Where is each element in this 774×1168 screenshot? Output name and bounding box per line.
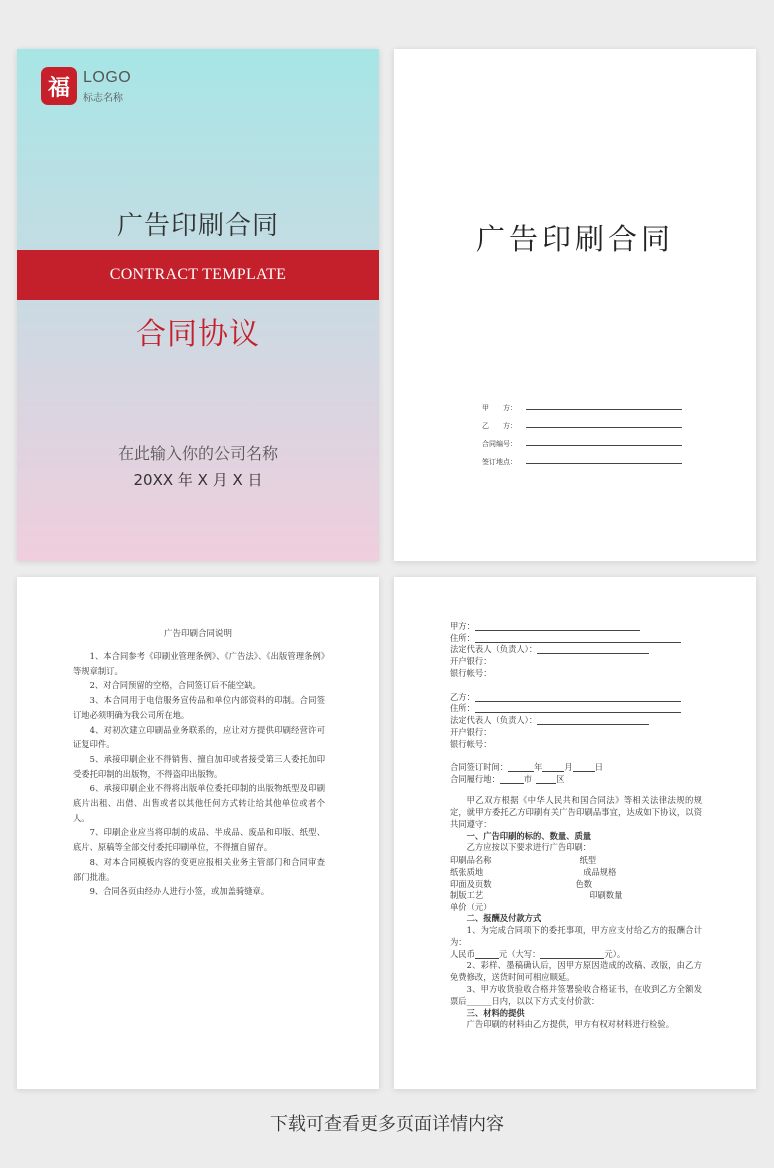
party-b-name — [450, 691, 702, 703]
spec-label: 色数 — [575, 878, 593, 889]
explanation-title: 广告印刷合同说明 — [163, 629, 232, 639]
cover-band — [17, 250, 379, 300]
party-a-address — [450, 632, 702, 644]
field-party-a — [482, 395, 682, 413]
contract-page — [394, 577, 756, 1089]
spec-row — [450, 854, 702, 866]
explanation-item: 6、承接印刷企业不得将出版单位委托印制的出版物纸型及印刷底片出租、出借、出售或者以其他任何方式转让给其他单位或者个人。 — [73, 783, 325, 823]
party-a-account — [450, 667, 702, 679]
spec-label: 制版工艺 — [450, 890, 484, 901]
field-label: 月 — [564, 762, 573, 773]
field-label: 元）。 — [604, 949, 626, 960]
explanation-item: 3、本合同用于电信服务宣传品和单位内部资料的印制。合同签订地必须明确为我公司所在地。 — [73, 695, 325, 720]
fill-line — [573, 770, 595, 772]
fill-line — [475, 629, 640, 631]
contract-intro: 甲乙双方根据《中华人民共和国合同法》等相关法律法规的规定，就甲方委托乙方印刷有关广告印刷品事宜，达成如下协议，以资共同遵守： — [450, 795, 702, 829]
fill-line — [536, 782, 556, 784]
field-label: 乙 方： — [482, 422, 517, 430]
field-label: 开户银行： — [450, 656, 492, 667]
explanation-item: 4、对初次建立印刷品业务联系的，应让对方提供印刷经营许可证复印件。 — [73, 724, 325, 750]
spec-label: 印刷数量 — [589, 890, 623, 901]
field-label: 住所： — [450, 632, 475, 643]
party-b-bank — [450, 726, 702, 738]
field-label: 签订地点： — [482, 458, 517, 466]
spec-label: 纸张质地 — [450, 866, 484, 877]
fill-line — [475, 711, 681, 713]
title-page-heading: 广告印刷合同 — [475, 222, 674, 256]
section-2-rmb — [450, 949, 702, 961]
field-line — [526, 427, 682, 428]
field-contract-no — [482, 431, 682, 449]
field-party-b — [482, 413, 682, 431]
fill-line — [542, 770, 564, 772]
section-1-title: 一、广告印刷的标的、数量、质量 — [466, 830, 592, 841]
explanation-item: 5、承接印刷企业不得销售、擅自加印或者接受第三人委托加印受委托印制的出版物，不得盗印出版物。 — [73, 753, 325, 779]
fill-line — [537, 652, 649, 654]
cover-band-text: CONTRACT TEMPLATE — [109, 266, 287, 283]
sign-place — [450, 773, 702, 785]
explanation-page — [17, 577, 379, 1089]
section-3-title: 三、材料的提供 — [466, 1007, 525, 1018]
party-a-name — [450, 620, 702, 632]
field-label: 元（大写： — [498, 949, 541, 960]
section-2-p1: 1、为完成合同项下的委托事项，甲方应支付给乙方的报酬合计为： — [450, 924, 702, 947]
field-line — [526, 463, 682, 464]
cover-company: 在此输入你的公司名称 — [117, 444, 278, 463]
field-label: 日 — [594, 762, 604, 773]
spec-row — [450, 901, 702, 913]
fill-line — [508, 770, 534, 772]
spec-row — [450, 866, 702, 878]
fill-line — [500, 782, 524, 784]
field-label: 市 — [523, 774, 533, 785]
field-label: 合同履行地： — [450, 774, 500, 785]
spec-label: 纸型 — [579, 854, 597, 865]
explanation-item: 8、对本合同模板内容的变更应报相关业务主管部门和合同审查部门批准。 — [73, 856, 325, 882]
spec-row — [450, 878, 702, 890]
party-b-rep — [450, 714, 702, 726]
fill-line — [537, 723, 649, 725]
field-line — [526, 409, 682, 410]
spec-label: 印刷品名称 — [450, 854, 492, 865]
explanation-item: 2、对合同预留的空格，合同签订后不能空缺。 — [89, 680, 261, 691]
field-label: 开户银行： — [450, 726, 492, 737]
cover-title: 广告印刷合同 — [116, 211, 279, 241]
section-2-p2: 2、彩样、墨稿确认后，因甲方原因造成的改稿、改版，由乙方免费修改，送货时间可相应顺延。 — [450, 960, 702, 983]
party-a-rep — [450, 644, 702, 656]
cover-date: 20XX 年 X 月 X 日 — [133, 471, 263, 489]
field-sign-place — [482, 449, 682, 467]
spec-label: 印面及页数 — [450, 878, 492, 889]
party-b-address — [450, 703, 702, 715]
field-line — [526, 445, 682, 446]
fill-line — [540, 957, 604, 959]
fill-line — [475, 700, 681, 702]
footer-note: 下载可查看更多页面详情内容 — [270, 1114, 504, 1135]
field-label: 甲 方： — [482, 404, 517, 412]
cover-page — [17, 49, 379, 561]
title-page — [394, 49, 756, 561]
sign-time — [450, 762, 702, 774]
spec-label: 单价（元） — [450, 902, 492, 913]
field-label: 合同签订时间： — [450, 762, 509, 773]
explanation-list — [73, 649, 325, 899]
spec-label: 成品规格 — [583, 866, 617, 877]
explanation-item: 7、印刷企业应当将印制的成品、半成品、废品和印版、纸型、底片、原稿等全部交付委托印刷单位，不得擅自留存。 — [73, 827, 325, 853]
explanation-item: 9、合同各页由经办人进行小签，或加盖骑缝章。 — [89, 886, 270, 897]
fill-line — [475, 957, 499, 959]
field-label: 年 — [534, 762, 543, 773]
field-label: 人民币 — [450, 949, 475, 960]
section-3-p1: 广告印刷的材料由乙方提供，甲方有权对材料进行检验。 — [466, 1019, 675, 1030]
explanation-item: 1、本合同参考《印刷业管理条例》、《广告法》、《出版管理条例》等规章制订。 — [73, 651, 325, 676]
fill-line — [475, 641, 681, 643]
spec-row — [450, 890, 702, 902]
field-label: 区 — [556, 774, 565, 785]
section-1-intro: 乙方应按以下要求进行广告印刷： — [466, 842, 592, 853]
party-a-bank — [450, 655, 702, 667]
logo-icon: 福 — [41, 67, 77, 105]
field-label: 银行帐号： — [450, 738, 492, 749]
field-label: 乙方： — [450, 691, 475, 702]
field-label: 法定代表人（负责人）： — [450, 644, 538, 655]
party-b-account — [450, 738, 702, 750]
logo-text: LOGO — [83, 69, 132, 86]
field-label: 合同编号： — [482, 440, 517, 448]
cover-subtitle: 合同协议 — [136, 317, 260, 352]
title-page-fields — [482, 395, 682, 467]
field-label: 甲方： — [450, 620, 475, 631]
field-label: 住所： — [450, 703, 475, 714]
section-2-p3: 3、甲方收货验收合格并签署验收合格证书，在收到乙方全额发票后______日内，以以下方式支付价款： — [450, 983, 702, 1006]
contract-body — [450, 620, 702, 1031]
field-label: 银行帐号： — [450, 667, 492, 678]
field-label: 法定代表人（负责人）： — [450, 715, 538, 726]
logo-subtitle: 标志名称 — [83, 93, 123, 104]
section-2-title: 二、报酬及付款方式 — [466, 913, 542, 924]
